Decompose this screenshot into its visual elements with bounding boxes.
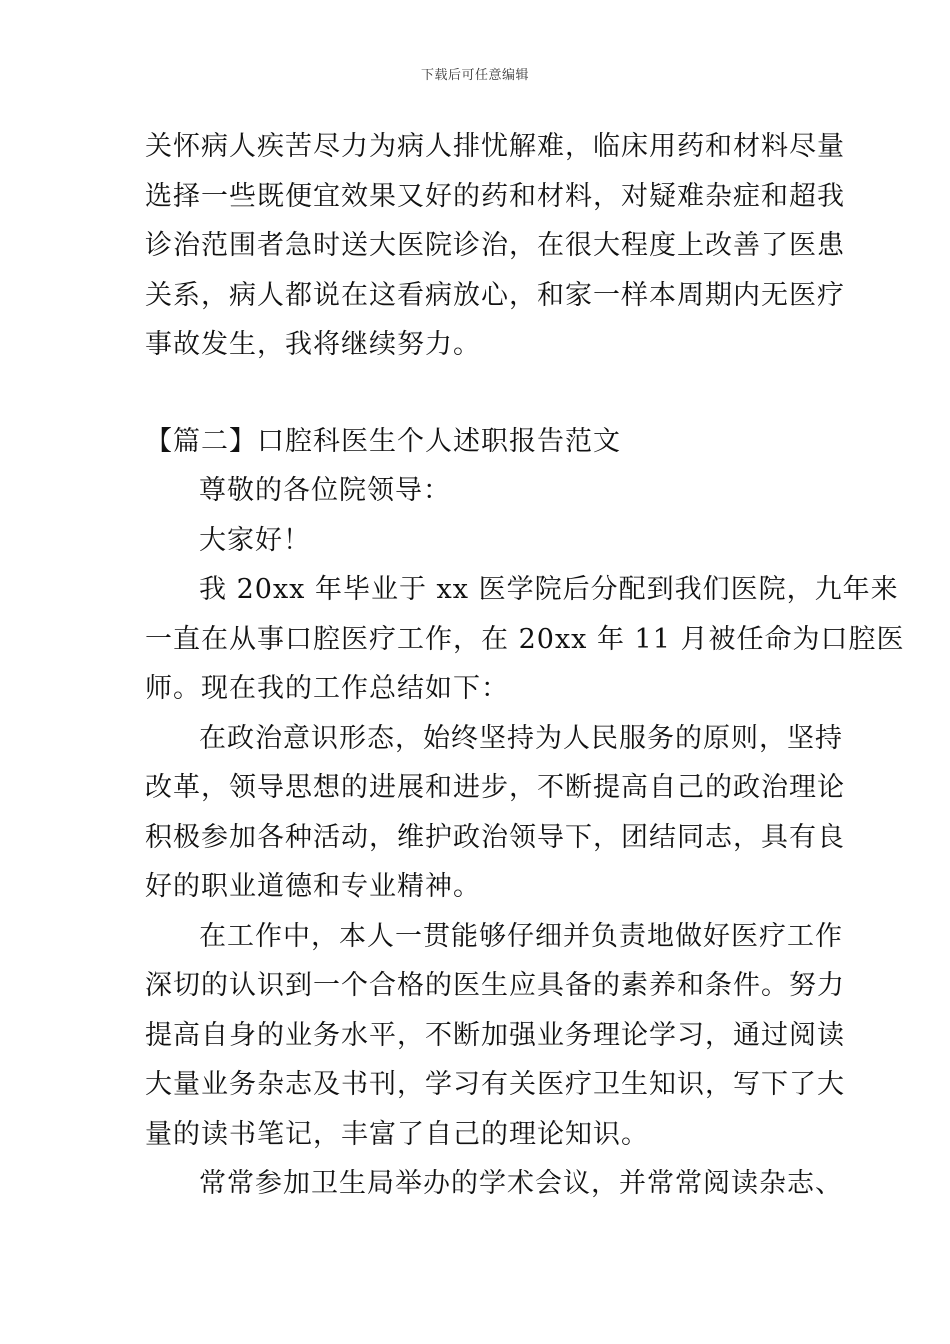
- paragraph-line: 在政治意识形态，始终坚持为人民服务的原则，坚持: [199, 722, 843, 754]
- paragraph-line: 深切的认识到一个合格的医生应具备的素养和条件。努力: [145, 970, 845, 1001]
- document-body: [145, 122, 905, 1209]
- paragraph-line: 好的职业道德和专业精神。: [145, 871, 481, 902]
- salutation: 尊敬的各位院领导：: [199, 475, 451, 506]
- paragraph-line: 提高自身的业务水平，不断加强业务理论学习，通过阅读: [145, 1019, 845, 1051]
- paragraph-line: 事故发生，我将继续努力。: [145, 329, 481, 360]
- paragraph-line: 诊治范围者急时送大医院诊治，在很大程度上改善了医患: [145, 230, 845, 261]
- paragraph-line: 师。现在我的工作总结如下：: [145, 673, 509, 704]
- page-header: 下载后可任意编辑: [420, 68, 529, 83]
- paragraph-line: 一直在从事口腔医疗工作，在 20xx 年 11 月被任命为口腔医: [145, 623, 905, 655]
- paragraph-line: 改革，领导思想的进展和进步，不断提高自己的政治理论: [145, 772, 845, 803]
- paragraph-line: 在工作中，本人一贯能够仔细并负责地做好医疗工作: [199, 920, 843, 952]
- paragraph-line: 量的读书笔记，丰富了自己的理论知识。: [145, 1118, 649, 1150]
- paragraph-line: 我 20xx 年毕业于 xx 医学院后分配到我们医院，九年来: [199, 574, 899, 605]
- greeting: 大家好！: [199, 524, 311, 556]
- section-title: 【篇二】口腔科医生个人述职报告范文: [145, 425, 621, 457]
- paragraph-line: 大量业务杂志及书刊，学习有关医疗卫生知识，写下了大: [145, 1069, 845, 1100]
- paragraph-line: 积极参加各种活动，维护政治领导下，团结同志，具有良: [145, 821, 845, 853]
- paragraph-line: 常常参加卫生局举办的学术会议，并常常阅读杂志、: [199, 1168, 843, 1199]
- paragraph-line: 选择一些既便宜效果又好的药和材料，对疑难杂症和超我: [145, 180, 845, 212]
- paragraph-line: 关系，病人都说在这看病放心，和家一样本周期内无医疗: [145, 279, 845, 311]
- paragraph-line: 关怀病人疾苦尽力为病人排忧解难，临床用药和材料尽量: [145, 131, 845, 162]
- section-gap: [145, 370, 810, 417]
